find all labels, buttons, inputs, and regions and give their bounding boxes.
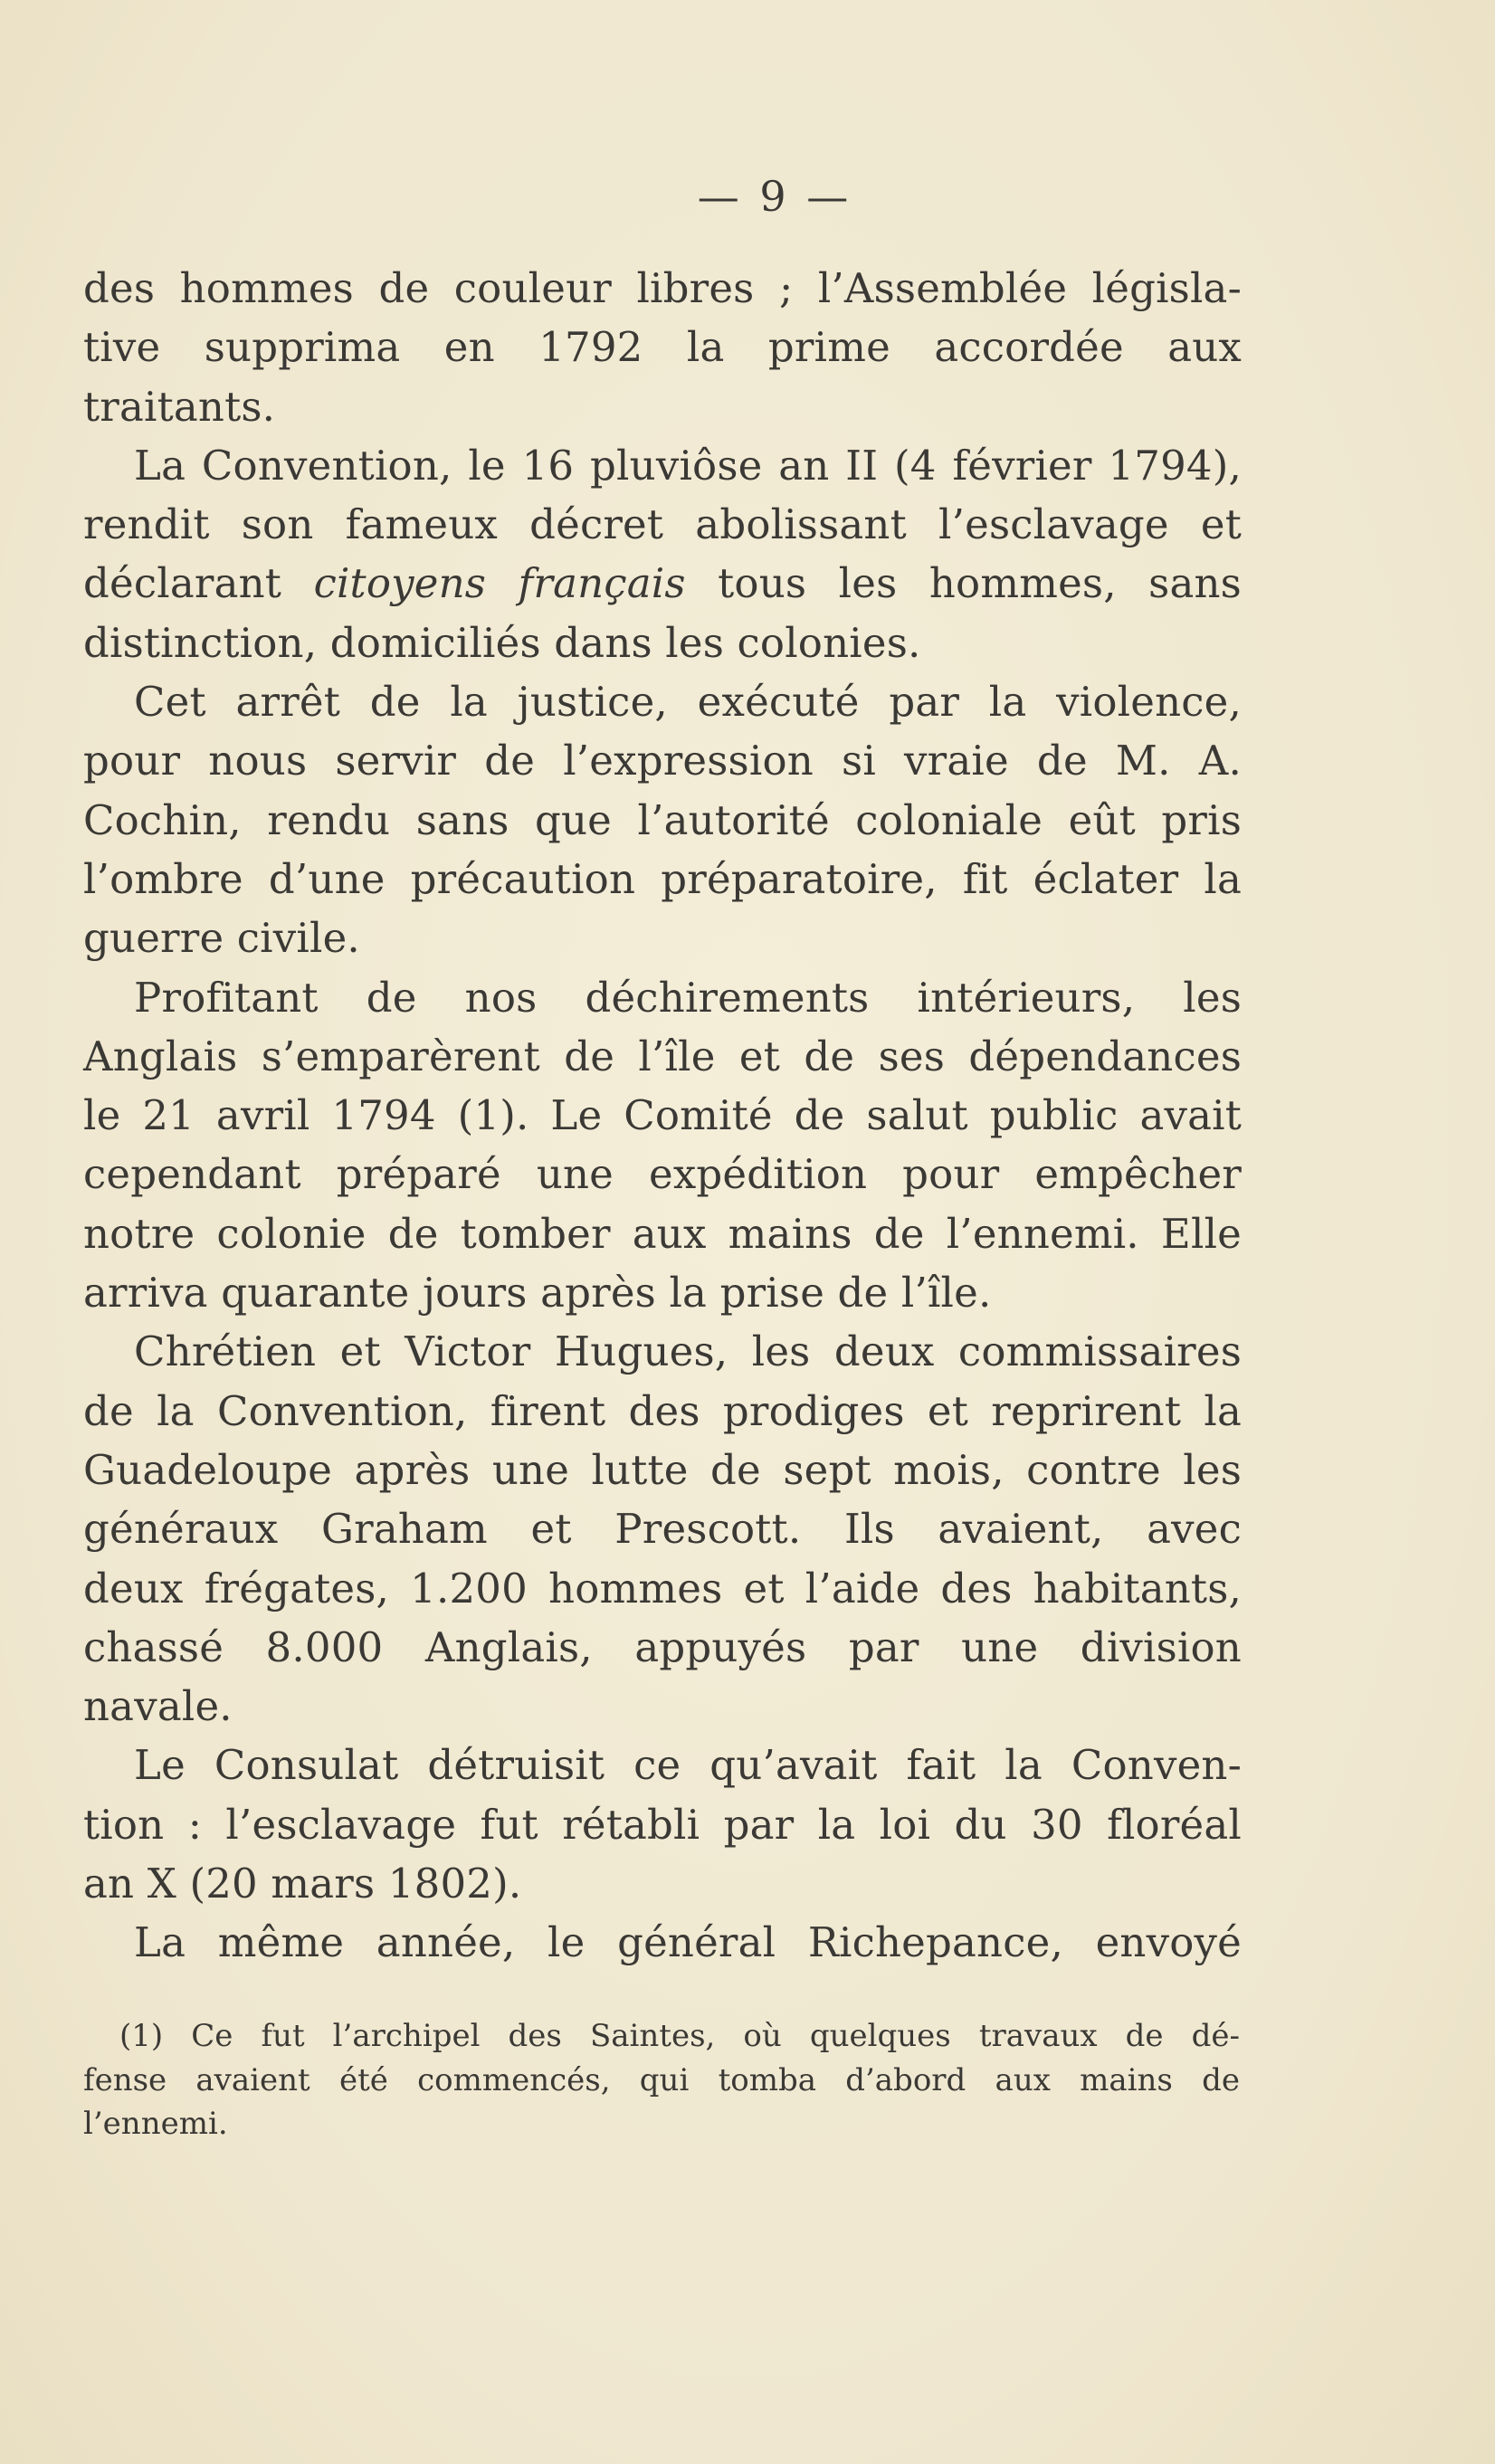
text-line: rendit son fameux décret abolissant l’esclavage et <box>83 500 1242 549</box>
text-line: La Convention, le 16 pluviôse an II (4 février 1794), <box>134 441 1242 490</box>
text-line: Guadeloupe après une lutte de sept mois, contre les <box>83 1445 1242 1494</box>
text-line: traitants. <box>83 382 276 431</box>
text-line: Cet arrêt de la justice, exécuté par la violence, <box>134 678 1242 727</box>
text-line: navale. <box>83 1682 233 1731</box>
text-line: Profitant de nos déchirements intérieurs, les <box>134 973 1242 1022</box>
text-line: chassé 8.000 Anglais, appuyés par une division <box>83 1622 1242 1671</box>
footnote-line: fense avaient été commencés, qui tomba d’abord aux mains de <box>83 2061 1240 2098</box>
footnote <box>83 2014 1240 2146</box>
text-line: le 21 avril 1794 (1). Le Comité de salut public avait <box>83 1091 1242 1140</box>
page-number: — 9 — <box>697 172 852 221</box>
text-line: généraux Graham et Prescott. Ils avaient, avec <box>83 1505 1242 1554</box>
text-line: distinction, domiciliés dans les colonies. <box>83 618 921 667</box>
text-line: l’ombre d’une précaution préparatoire, fit éclater la <box>83 854 1242 903</box>
footnote-line: (1) Ce fut l’archipel des Saintes, où quelques travaux de dé- <box>119 2018 1240 2054</box>
body-text <box>83 259 1242 1973</box>
text-line: Anglais s’emparèrent de l’île et de ses dépendances <box>83 1032 1242 1080</box>
text-line: des hommes de couleur libres ; l’Assemblée législa- <box>83 264 1242 312</box>
text-line: cependant préparé une expédition pour empêcher <box>83 1150 1242 1199</box>
text-line: an X (20 mars 1802). <box>83 1860 522 1908</box>
text-segment: tous les hommes, sans <box>718 559 1242 608</box>
text-line: tive supprima en 1792 la prime accordée aux <box>83 323 1242 372</box>
text-line: guerre civile. <box>83 914 360 963</box>
text-line: Chrétien et Victor Hugues, les deux commissaires <box>134 1327 1242 1376</box>
italic-phrase: citoyens français <box>313 559 686 608</box>
text-line: de la Convention, firent des prodiges et reprirent la <box>83 1386 1242 1435</box>
text-line: La même année, le général Richepance, envoyé <box>134 1918 1242 1967</box>
text-segment: déclarant <box>83 559 282 608</box>
text-line: pour nous servir de l’expression si vraie de M. A. <box>83 737 1242 785</box>
text-line: deux frégates, 1.200 hommes et l’aide des habitants, <box>83 1564 1242 1613</box>
text-line: tion : l’esclavage fut rétabli par la loi du 30 floréal <box>83 1800 1242 1849</box>
text-line-mixed <box>83 554 1242 613</box>
text-line: Le Consulat détruisit ce qu’avait fait la Conven- <box>134 1741 1242 1790</box>
text-line: notre colonie de tomber aux mains de l’ennemi. Elle <box>83 1209 1242 1258</box>
text-line: Cochin, rendu sans que l’autorité coloniale eût pris <box>83 795 1242 844</box>
text-line: arriva quarante jours après la prise de l’île. <box>83 1269 992 1318</box>
footnote-line: l’ennemi. <box>83 2106 228 2142</box>
